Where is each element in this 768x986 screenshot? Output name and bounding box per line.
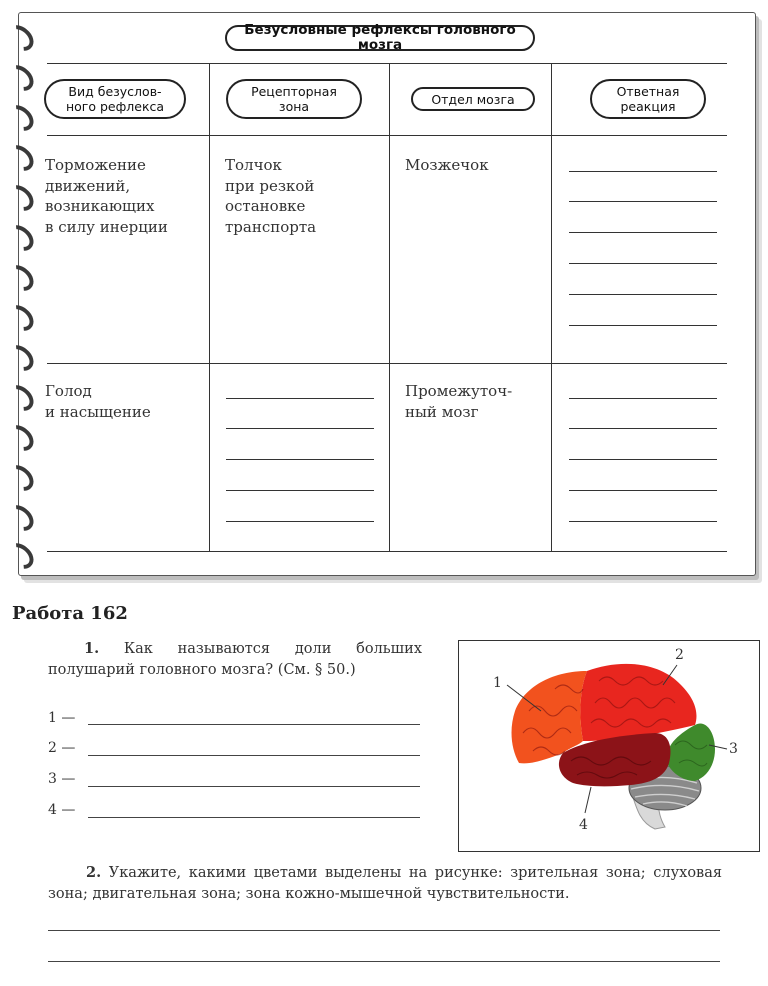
header-reflex-type: Вид безуслов- ного рефлекса	[44, 79, 186, 119]
answer-line[interactable]	[569, 294, 717, 295]
question-1	[48, 638, 422, 681]
answer-line-3[interactable]	[88, 786, 420, 787]
answer-line[interactable]	[569, 201, 717, 202]
answer-line[interactable]	[226, 459, 374, 460]
answer-line[interactable]	[569, 428, 717, 429]
spiral-ring	[1, 220, 38, 256]
table-header-rule	[47, 135, 727, 136]
parietal-lobe	[580, 664, 696, 741]
reflex-table-card	[18, 12, 756, 576]
row1-reflex: Торможение движений, возникающих в силу инерции	[45, 156, 168, 236]
header-receptor-zone: Рецепторная зона	[226, 79, 362, 119]
spiral-ring	[1, 500, 38, 536]
answer-line-q2-1[interactable]	[48, 930, 720, 931]
row1-receptor: Толчок при резкой остановке транспорта	[225, 156, 317, 236]
answer-line[interactable]	[226, 521, 374, 522]
answer-label-3: 3 —	[48, 771, 76, 787]
table-row-rule	[47, 363, 727, 364]
spiral-ring	[1, 380, 38, 416]
header-brain-part: Отдел мозга	[411, 87, 535, 111]
answer-line[interactable]	[226, 398, 374, 399]
figure-label-4: 4	[579, 817, 588, 833]
figure-label-1: 1	[493, 675, 502, 691]
table-title: Безусловные рефлексы головного мозга	[225, 25, 535, 51]
table-bottom-rule	[47, 551, 727, 552]
spiral-ring	[1, 340, 38, 376]
row2-brain-part: Промежуточ- ный мозг	[405, 382, 513, 421]
answer-label-4: 4 —	[48, 802, 76, 818]
answer-line[interactable]	[569, 398, 717, 399]
table-top-rule	[47, 63, 727, 64]
work-title: Работа 162	[12, 603, 128, 624]
table-column-rule	[389, 63, 390, 551]
table-column-rule	[209, 63, 210, 551]
answer-label-2: 2 —	[48, 740, 76, 756]
answer-line-2[interactable]	[88, 755, 420, 756]
spiral-ring	[1, 538, 38, 574]
answer-line[interactable]	[569, 171, 717, 172]
spiral-ring	[1, 60, 38, 96]
question-2-number: 2.	[86, 864, 102, 881]
brain-figure	[458, 640, 760, 852]
brain-illustration	[459, 641, 759, 851]
answer-line[interactable]	[569, 263, 717, 264]
header-response: Ответная реакция	[590, 79, 706, 119]
answer-line[interactable]	[569, 459, 717, 460]
question-2-text: Укажите, какими цветами выделены на рисунке: зрительная зона; слуховая зона; двигательная зона; зона кожно-мышечной чувствительности.	[48, 865, 723, 902]
question-2	[48, 862, 722, 905]
spiral-ring	[1, 260, 38, 296]
answer-line[interactable]	[226, 490, 374, 491]
figure-label-3: 3	[729, 741, 738, 757]
answer-line[interactable]	[226, 428, 374, 429]
spiral-ring	[1, 300, 38, 336]
answer-line-4[interactable]	[88, 817, 420, 818]
row1-brain-part: Мозжечок	[405, 156, 489, 174]
question-1-text: Как называются доли больших полушарий головного мозга? (См. § 50.)	[48, 641, 422, 678]
spiral-ring	[1, 460, 38, 496]
row2-reflex: Голод и насыщение	[45, 382, 151, 421]
answer-line-q2-2[interactable]	[48, 961, 720, 962]
spiral-ring	[1, 20, 38, 56]
question-1-number: 1.	[84, 640, 100, 657]
answer-line-1[interactable]	[88, 724, 420, 725]
answer-line[interactable]	[569, 490, 717, 491]
spiral-ring	[1, 180, 38, 216]
answer-line[interactable]	[569, 325, 717, 326]
leader-line-4	[585, 787, 591, 813]
answer-line[interactable]	[569, 521, 717, 522]
figure-label-2: 2	[675, 647, 684, 663]
answer-label-1: 1 —	[48, 710, 76, 726]
spiral-ring	[1, 100, 38, 136]
table-column-rule	[551, 63, 552, 551]
spiral-ring	[1, 140, 38, 176]
answer-line[interactable]	[569, 232, 717, 233]
spiral-ring	[1, 420, 38, 456]
